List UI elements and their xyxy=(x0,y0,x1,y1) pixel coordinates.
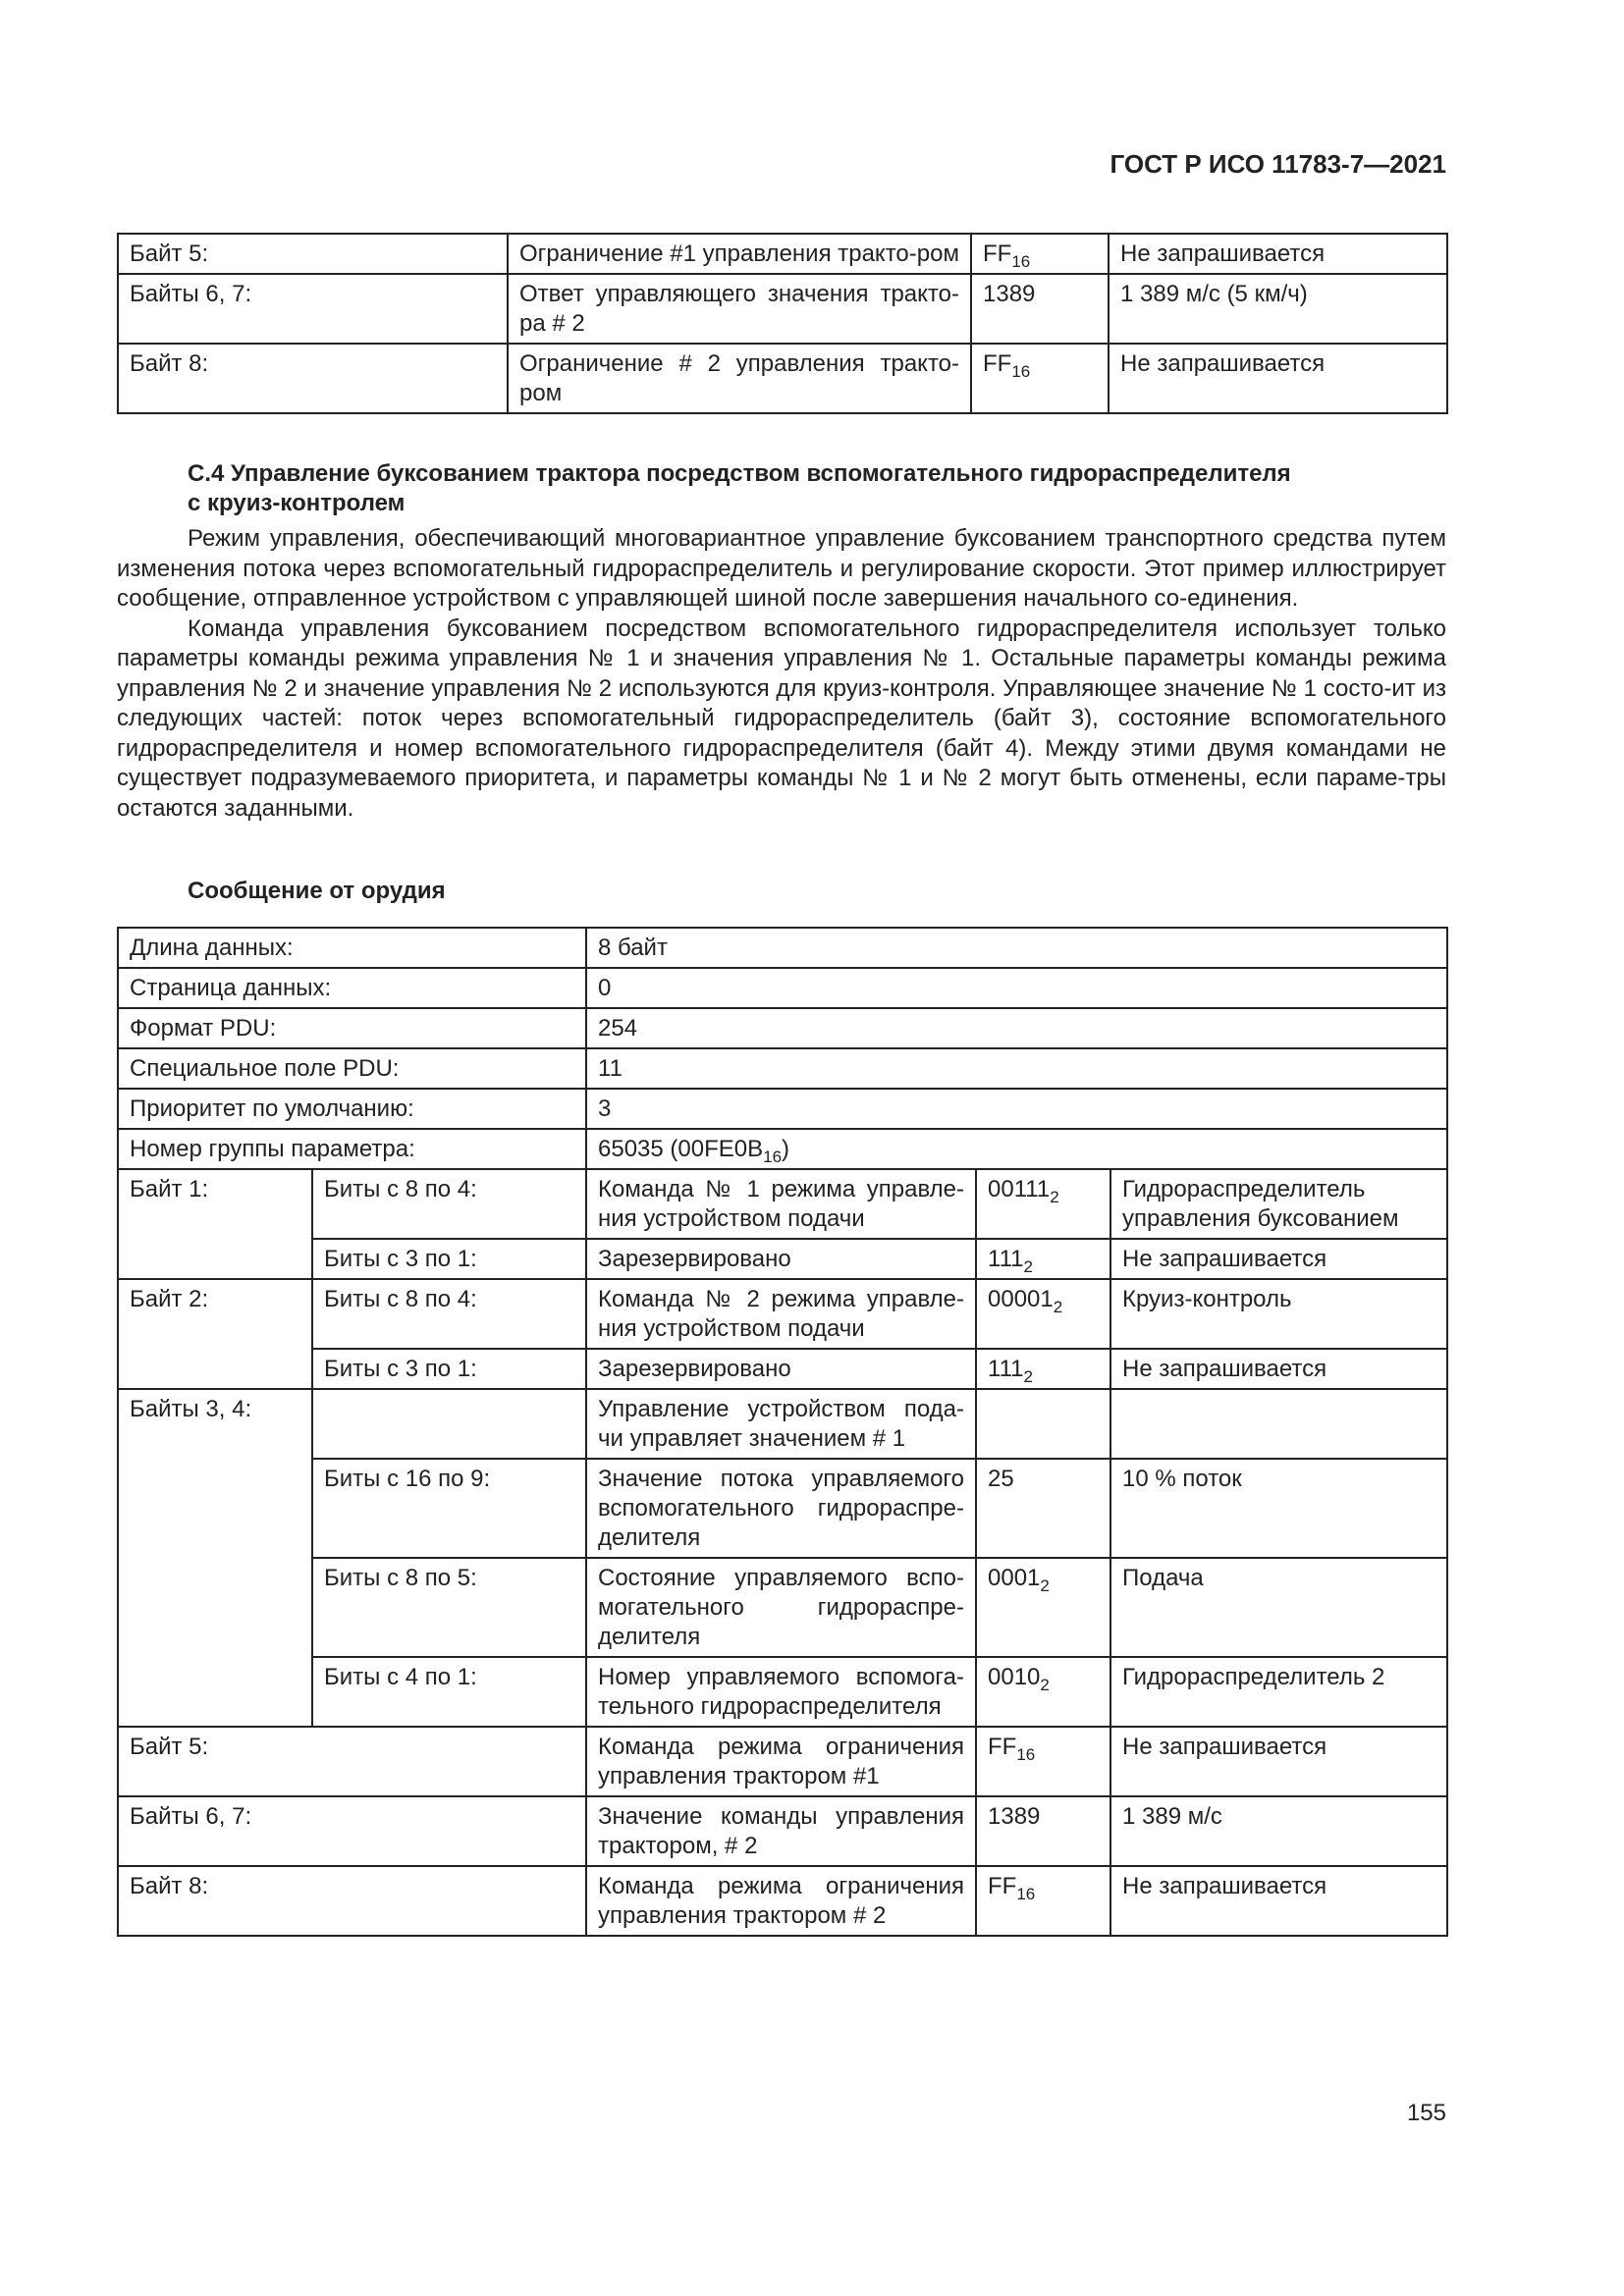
meaning-cell: Не запрашивается xyxy=(1110,1727,1447,1796)
value-cell: 25 xyxy=(976,1459,1110,1558)
table-row xyxy=(118,1866,1447,1936)
meaning-cell: 10 % поток xyxy=(1110,1459,1447,1558)
table-row xyxy=(118,1727,1447,1796)
meaning-cell: Не запрашивается xyxy=(1110,1349,1447,1389)
description-cell: Команда № 1 режима управле-ния устройством подачи xyxy=(586,1169,976,1239)
meaning-cell: Не запрашивается xyxy=(1110,1239,1447,1279)
table-row xyxy=(118,1239,1447,1279)
bits-cell: Биты с 3 по 1: xyxy=(312,1239,586,1279)
document-header: ГОСТ Р ИСО 11783-7—2021 xyxy=(1110,149,1446,179)
param-label: Приоритет по умолчанию: xyxy=(118,1089,586,1129)
table-row xyxy=(118,1048,1447,1089)
meaning-cell: Не запрашивается xyxy=(1110,1866,1447,1936)
byte-label: Байт 2: xyxy=(118,1279,312,1389)
description-cell: Команда режима ограничения управления трактором # 2 xyxy=(586,1866,976,1936)
description-cell: Ответ управляющего значения тракто-ра # 2 xyxy=(508,274,971,344)
section-c4 xyxy=(117,459,1446,824)
param-value: 65035 $(00FE0B_{16})$ xyxy=(586,1129,1447,1169)
meaning-cell: Гидрораспределитель 2 xyxy=(1110,1657,1447,1727)
byte-label: Байты 6, 7: xyxy=(118,1796,586,1866)
page-number: 155 xyxy=(1406,2100,1446,2126)
byte-label: Байт 5: xyxy=(118,234,508,274)
value-cell: $0010_2$ xyxy=(976,1657,1110,1727)
table-row xyxy=(118,1279,1447,1349)
param-value: 11 xyxy=(586,1048,1447,1089)
value-cell: $FF_{16}$ xyxy=(976,1866,1110,1936)
param-label: Формат PDU: xyxy=(118,1008,586,1048)
description-cell: Команда режима ограничения управления трактором #1 xyxy=(586,1727,976,1796)
description-cell: Зарезервировано xyxy=(586,1349,976,1389)
value-cell: 1389 xyxy=(976,1796,1110,1866)
top-continuation-table xyxy=(117,233,1448,414)
value-cell: $111_2$ xyxy=(976,1239,1110,1279)
value-cell: $FF_{16}$ xyxy=(971,234,1109,274)
byte-label: Байты 6, 7: xyxy=(118,274,508,344)
param-label: Страница данных: xyxy=(118,968,586,1008)
byte-label: Байт 8: xyxy=(118,1866,586,1936)
bits-cell: Биты с 3 по 1: xyxy=(312,1349,586,1389)
param-value: 254 xyxy=(586,1008,1447,1048)
table-row xyxy=(118,274,1447,344)
table-row xyxy=(118,1657,1447,1727)
description-cell: Зарезервировано xyxy=(586,1239,976,1279)
description-cell: Номер управляемого вспомога-тельного гидрораспределителя xyxy=(586,1657,976,1727)
param-label: Специальное поле PDU: xyxy=(118,1048,586,1089)
bits-cell: Биты с 8 по 5: xyxy=(312,1558,586,1657)
table-row xyxy=(118,1389,1447,1459)
value-cell: $111_2$ xyxy=(976,1349,1110,1389)
table-row xyxy=(118,1796,1447,1866)
table-row xyxy=(118,1129,1447,1169)
paragraph-1: Режим управления, обеспечивающий многовариантное управление буксованием транспортного средства путем изменения потока через вспомогательный гидрораспределитель и регулирование скорости. Этот пример иллюстрирует сообщение, отправленное устройством с управляющей шиной после завершения начального со-единения. xyxy=(117,525,1446,612)
param-value: 3 xyxy=(586,1089,1447,1129)
table-row xyxy=(118,1558,1447,1657)
meaning-cell: Подача xyxy=(1110,1558,1447,1657)
table-row xyxy=(118,1089,1447,1129)
bits-cell: Биты с 4 по 1: xyxy=(312,1657,586,1727)
description-cell: Команда № 2 режима управле-ния устройством подачи xyxy=(586,1279,976,1349)
meaning-cell: Не запрашивается xyxy=(1109,234,1447,274)
value-cell: $00111_2$ xyxy=(976,1169,1110,1239)
description-cell: Ограничение # 2 управления тракто-ром xyxy=(508,344,971,413)
table-row xyxy=(118,234,1447,274)
byte-label: Байт 1: xyxy=(118,1169,312,1279)
meaning-cell: 1 389 м/с (5 км/ч) xyxy=(1109,274,1447,344)
message-title: Сообщение от орудия xyxy=(188,878,446,904)
table-row xyxy=(118,1459,1447,1558)
bits-cell: Биты с 8 по 4: xyxy=(312,1279,586,1349)
meaning-cell: Круиз-контроль xyxy=(1110,1279,1447,1349)
meaning-cell: 1 389 м/с xyxy=(1110,1796,1447,1866)
table-row xyxy=(118,968,1447,1008)
value-cell: 1389 xyxy=(971,274,1109,344)
paragraph-2: Команда управления буксованием посредством вспомогательного гидрораспределителя использует только параметры команды режима управления № 1 и значения управления № 1. Остальные параметры команды режима управления № 2 и значение управления № 2 используются для круиз-контроля. Управляющее значение № 1 состо-ит из следующих частей: поток через вспомогательный гидрораспределитель (байт 3), состояние вспомогательного гидрораспределителя и номер вспомогательного гидрораспределителя (байт 4). Между этими двумя командами не существует подразумеваемого приоритета, и параметры команды № 1 и № 2 могут быть отменены, если параме-тры остаются заданными. xyxy=(117,614,1446,822)
value-cell: $FF_{16}$ xyxy=(971,344,1109,413)
table-row xyxy=(118,1008,1447,1048)
table-row xyxy=(118,928,1447,968)
meaning-cell: Гидрораспределитель управления буксованием xyxy=(1110,1169,1447,1239)
description-cell: Управление устройством пода-чи управляет значением # 1 xyxy=(586,1389,976,1459)
value-cell xyxy=(976,1389,1110,1459)
description-cell: Значение команды управления трактором, # 2 xyxy=(586,1796,976,1866)
param-value: 0 xyxy=(586,968,1447,1008)
byte-label: Байты 3, 4: xyxy=(118,1389,312,1727)
param-value: 8 байт xyxy=(586,928,1447,968)
value-cell: $FF_{16}$ xyxy=(976,1727,1110,1796)
byte-label: Байт 5: xyxy=(118,1727,586,1796)
param-label: Номер группы параметра: xyxy=(118,1129,586,1169)
description-cell: Состояние управляемого вспо-могательного гидрораспре-делителя xyxy=(586,1558,976,1657)
byte-label: Байт 8: xyxy=(118,344,508,413)
section-title: С.4 Управление буксованием трактора посредством вспомогательного гидрораспределителя с круиз-контролем xyxy=(188,460,1291,516)
value-cell: $0001_2$ xyxy=(976,1558,1110,1657)
meaning-cell: Не запрашивается xyxy=(1109,344,1447,413)
description-cell: Значение потока управляемого вспомогательного гидрораспре-делителя xyxy=(586,1459,976,1558)
bits-cell xyxy=(312,1389,586,1459)
meaning-cell xyxy=(1110,1389,1447,1459)
value-cell: $00001_2$ xyxy=(976,1279,1110,1349)
description-cell: Ограничение #1 управления тракто-ром xyxy=(508,234,971,274)
message-table xyxy=(117,927,1448,1937)
table-row xyxy=(118,1349,1447,1389)
param-label: Длина данных: xyxy=(118,928,586,968)
bits-cell: Биты с 8 по 4: xyxy=(312,1169,586,1239)
bits-cell: Биты с 16 по 9: xyxy=(312,1459,586,1558)
table-row xyxy=(118,1169,1447,1239)
table-row xyxy=(118,344,1447,413)
